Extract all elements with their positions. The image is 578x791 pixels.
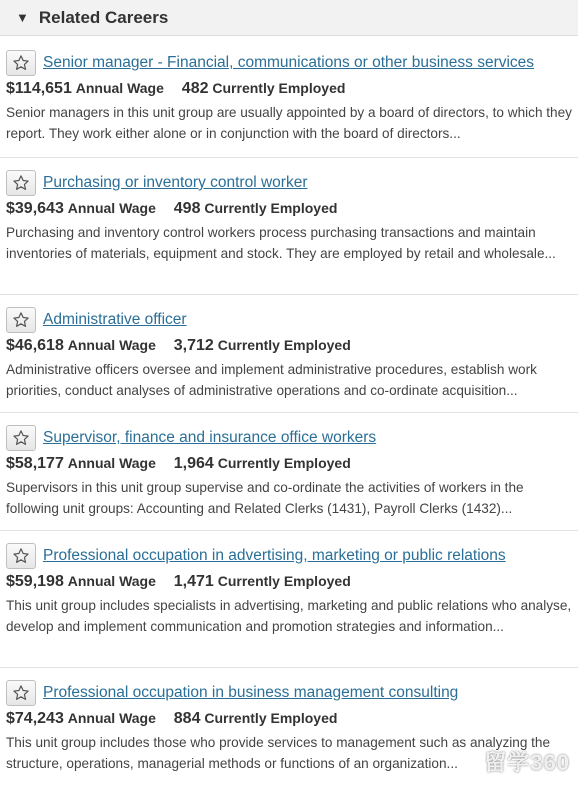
annual-wage-label: Annual Wage	[67, 455, 156, 471]
favorite-button[interactable]	[6, 307, 36, 333]
favorite-button[interactable]	[6, 50, 36, 76]
employed-label: Currently Employed	[217, 455, 351, 471]
annual-wage-label: Annual Wage	[67, 337, 156, 353]
career-stats	[6, 573, 570, 591]
star-outline-icon	[12, 547, 30, 565]
employed-count: 1,964	[173, 455, 214, 472]
list-item	[0, 413, 578, 531]
annual-wage-value: $114,651	[6, 80, 72, 97]
career-title-link[interactable]: Purchasing or inventory control worker	[43, 174, 308, 191]
career-title-link[interactable]: Administrative officer	[43, 311, 187, 328]
career-description: Supervisors in this unit group supervise and co-ordinate the activities of workers in the following unit groups: Accounting and Related Clerks (1431), Payroll Clerks (1432)...	[6, 480, 524, 516]
section-title: Related Careers	[38, 7, 169, 27]
favorite-button[interactable]	[6, 680, 36, 706]
career-stats	[6, 710, 570, 728]
employed-label: Currently Employed	[217, 337, 351, 353]
career-description: Senior managers in this unit group are usually appointed by a board of directors, to which they report. They work either alone or in conjunction with the board of directors...	[6, 105, 572, 141]
list-item	[0, 531, 578, 668]
star-outline-icon	[12, 54, 30, 72]
employed-count: 482	[181, 80, 209, 97]
favorite-button[interactable]	[6, 170, 36, 196]
career-stats	[6, 337, 570, 355]
annual-wage-label: Annual Wage	[67, 200, 156, 216]
career-stats	[6, 80, 570, 98]
employed-label: Currently Employed	[217, 573, 351, 589]
annual-wage-value: $59,198	[6, 573, 64, 590]
employed-count: 498	[173, 200, 201, 217]
career-title-link[interactable]: Supervisor, finance and insurance office workers	[43, 429, 377, 446]
annual-wage-value: $39,643	[6, 200, 64, 217]
favorite-button[interactable]	[6, 543, 36, 569]
career-description: Administrative officers oversee and implement administrative procedures, establish work priorities, conduct analyses of administrative operations and co-ordinate acquisition...	[6, 362, 537, 398]
watermark-logo: 留学360	[484, 750, 570, 775]
annual-wage-value: $74,243	[6, 710, 64, 727]
annual-wage-value: $58,177	[6, 455, 64, 472]
annual-wage-label: Annual Wage	[67, 573, 156, 589]
section-header[interactable]	[0, 0, 578, 36]
star-outline-icon	[12, 174, 30, 192]
employed-label: Currently Employed	[212, 80, 346, 96]
star-outline-icon	[12, 429, 30, 447]
career-title-link[interactable]: Professional occupation in advertising, marketing or public relations	[43, 547, 506, 564]
career-description: This unit group includes specialists in advertising, marketing and public relations who analyse, develop and implement communication and promotion strategies and information...	[6, 598, 572, 634]
career-title-link[interactable]: Professional occupation in business management consulting	[43, 684, 459, 701]
career-list	[0, 36, 578, 791]
career-title-link[interactable]: Senior manager - Financial, communications or other business services	[43, 54, 535, 71]
star-outline-icon	[12, 684, 30, 702]
employed-count: 1,471	[173, 573, 214, 590]
career-description: Purchasing and inventory control workers process purchasing transactions and maintain inventories of materials, equipment and stock. They are employed by retail and wholesale...	[6, 225, 556, 261]
annual-wage-label: Annual Wage	[67, 710, 156, 726]
star-outline-icon	[12, 311, 30, 329]
list-item	[0, 36, 578, 158]
favorite-button[interactable]	[6, 425, 36, 451]
employed-label: Currently Employed	[204, 710, 338, 726]
employed-count: 3,712	[173, 337, 214, 354]
career-stats	[6, 455, 570, 473]
career-stats	[6, 200, 570, 218]
list-item	[0, 158, 578, 295]
annual-wage-label: Annual Wage	[75, 80, 164, 96]
employed-count: 884	[173, 710, 201, 727]
triangle-down-icon[interactable]: ▼	[16, 10, 29, 25]
annual-wage-value: $46,618	[6, 337, 64, 354]
career-description: This unit group includes those who provide services to management such as analyzing the structure, operations, managerial methods or functions of an organization...	[6, 735, 551, 771]
list-item	[0, 295, 578, 413]
employed-label: Currently Employed	[204, 200, 338, 216]
